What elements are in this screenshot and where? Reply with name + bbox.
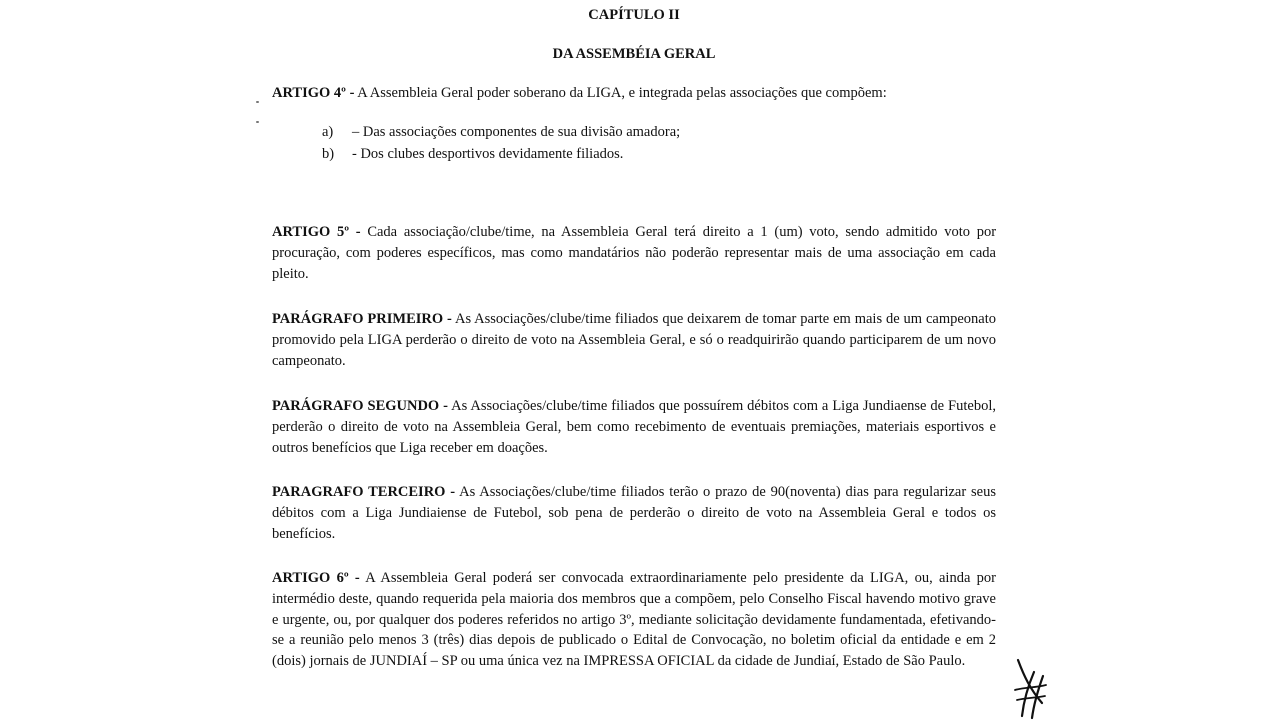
scan-speck <box>256 121 259 123</box>
list-marker: b) <box>322 146 335 162</box>
list-item-text: - Dos clubes desportivos devidamente filiados. <box>352 146 624 162</box>
article-6-text: A Assembleia Geral poderá ser convocada extraordinariamente pelo presidente da LIGA, ou, ainda por intermédio deste, quando requerida pela maioria dos membros que a compõem, pelo Conselho Fiscal havendo motivo grave e urgente, ou, por qualquer dos poderes referidos no artigo 3º, mediante solicitação devidamente fundamentada, efetivando-se a reunião pelo menos 3 (três) dias depois de publicado o Edital de Convocação, no boletim oficial da entidade e em 2 (dois) jornais de JUNDIAÍ – SP ou uma única vez na IMPRESSA OFICIAL da cidade de Jundiaí, Estado de São Paulo. <box>272 570 996 670</box>
article-4-text: A Assembleia Geral poder soberano da LIGA, e integrada pelas associações que compõem: <box>357 85 887 101</box>
article-4 <box>272 83 996 104</box>
handwritten-initials-signature <box>1012 658 1048 720</box>
list-item <box>322 143 680 165</box>
chapter-title: CAPÍTULO II <box>588 7 680 23</box>
article-4-label: ARTIGO 4º - <box>272 85 355 101</box>
paragraph-second-label: PARÁGRAFO SEGUNDO - <box>272 398 448 414</box>
article-5-label: ARTIGO 5º - <box>272 224 361 240</box>
article-6-label: ARTIGO 6º - <box>272 570 360 586</box>
article-5-text: Cada associação/clube/time, na Assembleia Geral terá direito a 1 (um) voto, sendo admitido voto por procuração, com poderes específicos, mas como mandatários não poderão representar mais de uma associação em cada pleito. <box>272 224 997 282</box>
section-title: DA ASSEMBÉIA GERAL <box>552 46 716 62</box>
paragraph-third <box>272 482 996 544</box>
article-5 <box>272 222 996 284</box>
paragraph-second-text: As Associações/clube/time filiados que possuírem débitos com a Liga Jundiaense de Futebol, perderão o direito de voto na Assembleia Geral, bem como recebimento de eventuais premiações, materiais esportivos e outros benefícios que Liga receber em doações. <box>272 398 996 456</box>
paragraph-first-text: As Associações/clube/time filiados que deixarem de tomar parte em mais de um campeonato promovido pela LIGA perderão o direito de voto na Assembleia Geral, e só o readquirirão quando participarem de um novo campeonato. <box>272 311 997 369</box>
list-item-text: – Das associações componentes de sua divisão amadora; <box>352 124 681 140</box>
article-6 <box>272 568 996 672</box>
document-page <box>272 0 996 720</box>
paragraph-first-label: PARÁGRAFO PRIMEIRO - <box>272 311 452 327</box>
paragraph-third-text: As Associações/clube/time filiados terão o prazo de 90(noventa) dias para regularizar seus débitos com a Liga Jundiaiense de Futebol, sob pena de perderão o direito de voto na Assembleia Geral e todos os benefícios. <box>272 484 996 542</box>
list-marker: a) <box>322 124 334 140</box>
paragraph-second <box>272 396 996 458</box>
paragraph-third-label: PARAGRAFO TERCEIRO - <box>272 484 456 500</box>
scan-speck <box>256 101 259 103</box>
list-item <box>322 121 680 143</box>
paragraph-first <box>272 309 996 371</box>
article-4-list <box>322 121 680 165</box>
